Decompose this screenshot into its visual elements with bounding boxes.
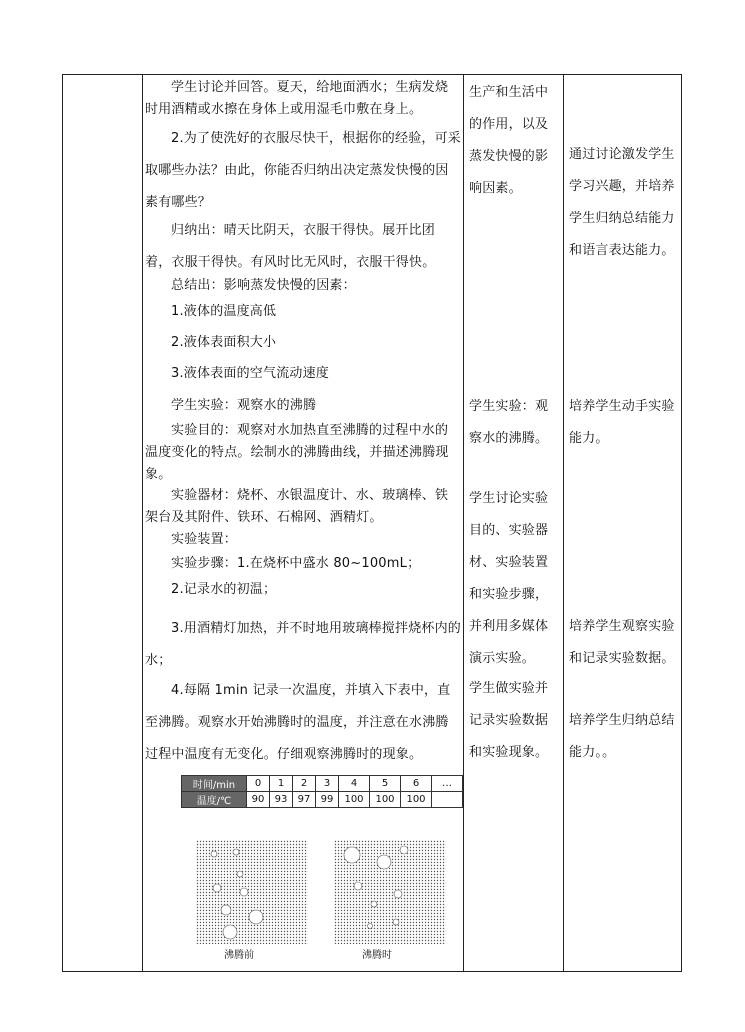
experiment-setup bbox=[145, 529, 461, 551]
table-row-time bbox=[182, 776, 463, 792]
text-factor-2: 2.液体表面积大小 bbox=[171, 335, 277, 350]
time-cell: 5 bbox=[370, 776, 401, 792]
col4-block-4 bbox=[569, 705, 679, 769]
col3-block-1 bbox=[469, 77, 559, 205]
time-cell: … bbox=[432, 776, 463, 792]
col3-block-2 bbox=[469, 391, 559, 455]
text-experiment-goal: 实验目的：观察对水加热直至沸腾的过程中水的温度变化的特点。绘制水的沸腾曲线，并描述沸腾现象。 bbox=[145, 423, 449, 482]
text-col3-usage: 生产和生活中的作用，以及蒸发快慢的影响因素。 bbox=[469, 85, 549, 196]
figure-during-boiling bbox=[334, 840, 446, 944]
caption-before-boiling: 沸腾前 bbox=[224, 950, 254, 961]
time-cell: 4 bbox=[339, 776, 370, 792]
column-divider-2 bbox=[463, 75, 464, 971]
text-col3-experiment: 学生实验：观察水的沸腾。 bbox=[469, 399, 549, 446]
col4-block-3 bbox=[569, 611, 679, 675]
text-factor-3: 3.液体表面的空气流动速度 bbox=[171, 366, 330, 381]
temp-cell bbox=[432, 792, 463, 808]
text-col4-goal-1: 通过讨论激发学生学习兴趣，并培养学生归纳总结能力和语言表达能力。 bbox=[569, 147, 675, 258]
col3-block-3 bbox=[469, 483, 559, 675]
main-paragraph-4 bbox=[145, 275, 461, 297]
temp-cell: 100 bbox=[401, 792, 432, 808]
text-discussion-answer: 学生讨论并回答。夏天，给地面洒水；生病发烧时用酒精或水擦在身体上或用湿毛巾敷在身上。 bbox=[145, 80, 449, 117]
main-paragraph-3 bbox=[145, 215, 461, 279]
col3-block-4 bbox=[469, 673, 559, 769]
text-experiment-title: 学生实验：观察水的沸腾 bbox=[171, 398, 317, 413]
time-cell: 1 bbox=[270, 776, 293, 792]
main-paragraph-1 bbox=[145, 77, 461, 121]
text-experiment-setup: 实验装置： bbox=[171, 532, 238, 547]
row-label-temp: 温度/℃ bbox=[182, 792, 247, 808]
col4-block-1 bbox=[569, 139, 679, 267]
text-col3-record: 学生做实验并记录实验数据和实验现象。 bbox=[469, 681, 549, 760]
temp-cell: 100 bbox=[370, 792, 401, 808]
text-step-2: 2.记录水的初温； bbox=[171, 582, 277, 597]
experiment-step-3 bbox=[145, 613, 461, 677]
temp-cell: 100 bbox=[339, 792, 370, 808]
column-divider-1 bbox=[142, 75, 143, 971]
temp-cell: 90 bbox=[247, 792, 270, 808]
temp-cell: 99 bbox=[316, 792, 339, 808]
text-col4-goal-3: 培养学生观察实验和记录实验数据。 bbox=[569, 619, 675, 666]
text-step-3: 3.用酒精灯加热，并不时地用玻璃棒搅拌烧杯内的水； bbox=[145, 621, 462, 668]
time-cell: 6 bbox=[401, 776, 432, 792]
table-row-temp bbox=[182, 792, 463, 808]
text-factor-1: 1.液体的温度高低 bbox=[171, 304, 277, 319]
row-label-time: 时间/min bbox=[182, 776, 247, 792]
column-divider-3 bbox=[563, 75, 564, 971]
text-col4-goal-2: 培养学生动手实验能力。 bbox=[569, 399, 675, 446]
temp-cell: 93 bbox=[270, 792, 293, 808]
main-paragraph-2 bbox=[145, 123, 461, 219]
lesson-table bbox=[62, 74, 682, 972]
time-cell: 2 bbox=[293, 776, 316, 792]
text-factors-heading: 总结出：影响蒸发快慢的因素： bbox=[171, 278, 356, 293]
experiment-step-4 bbox=[145, 675, 461, 771]
text-step-1: 实验步骤：1.在烧杯中盛水 80~100mL； bbox=[171, 556, 421, 571]
experiment-title bbox=[145, 395, 461, 417]
temperature-data-table bbox=[181, 775, 463, 808]
caption-during-boiling: 沸腾时 bbox=[362, 950, 392, 961]
col4-block-2 bbox=[569, 391, 679, 455]
factor-3 bbox=[145, 363, 461, 385]
text-step-4: 4.每隔 1min 记录一次温度，并填入下表中，直至沸腾。观察水开始沸腾时的温度，并注意在水沸腾过程中温度有无变化。仔细观察沸腾时的现象。 bbox=[145, 683, 451, 762]
experiment-step-2 bbox=[145, 579, 461, 601]
text-summary-observations: 归纳出：晴天比阴天，衣服干得快。展开比团着，衣服干得快。有风时比无风时，衣服干得快。 bbox=[145, 223, 436, 270]
time-cell: 0 bbox=[247, 776, 270, 792]
experiment-step-1 bbox=[145, 553, 461, 575]
factor-1 bbox=[145, 301, 461, 323]
text-experiment-equipment: 实验器材：烧杯、水银温度计、水、玻璃棒、铁架台及其附件、铁环、石棉网、酒精灯。 bbox=[145, 488, 449, 525]
text-col3-discussion: 学生讨论实验目的、实验器材、实验装置和实验步骤，并利用多媒体演示实验。 bbox=[469, 491, 549, 666]
experiment-goal bbox=[145, 420, 461, 486]
text-question-2: 2.为了使洗好的衣服尽快干，根据你的经验，可采取哪些办法？由此，你能否归纳出决定蒸发快慢的因素有哪些？ bbox=[145, 131, 462, 210]
figure-before-boiling bbox=[196, 840, 308, 944]
experiment-equipment bbox=[145, 485, 461, 529]
text-col4-goal-4: 培养学生归纳总结能力。。 bbox=[569, 713, 675, 760]
temp-cell: 97 bbox=[293, 792, 316, 808]
time-cell: 3 bbox=[316, 776, 339, 792]
factor-2 bbox=[145, 332, 461, 354]
